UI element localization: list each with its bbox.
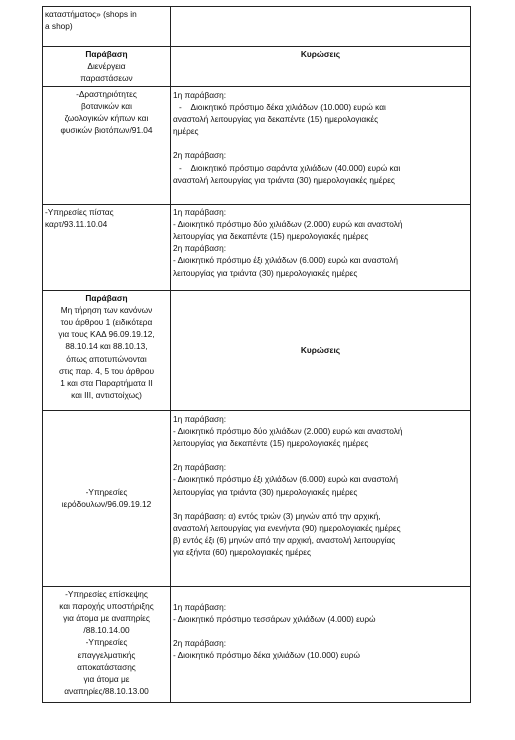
violation-cell (43, 204, 171, 290)
table-row (43, 86, 471, 204)
cell-line: για τους ΚΑΔ 96.09.19.12, (58, 329, 155, 340)
cell-line: ιερόδουλων/96.09.19.12 (61, 499, 152, 510)
cell-line: Διενέργεια (87, 61, 126, 72)
table-header-row (43, 47, 471, 87)
cell-line: 1η παράβαση: (173, 601, 227, 612)
cell-line: για άτομα με αναπηρίες (63, 613, 150, 624)
cell-line: παραστάσεων (80, 73, 133, 84)
violation-cell (43, 586, 171, 702)
penalties-table (42, 6, 471, 703)
penalty-header-cell (171, 290, 471, 410)
cell-line: 2η παράβαση: (173, 243, 227, 254)
cell-spacer (173, 137, 468, 149)
cell-line: καρτ/93.11.10.04 (45, 218, 108, 229)
cell-line: -Δραστηριότητες (76, 88, 137, 99)
table-row (43, 410, 471, 586)
cell-line: αναπηρίες/88.10.13.00 (64, 686, 149, 697)
cell-line: 1η παράβαση: (173, 206, 227, 217)
cell-line: όπως αποτυπώνονται (66, 353, 147, 364)
violation-cell (43, 410, 171, 586)
violation-header-title: Παράβαση (85, 292, 128, 303)
violation-cell (43, 86, 171, 204)
cell-line: 2η παράβαση: (173, 462, 227, 473)
cell-spacer (173, 498, 468, 510)
cell-line: και παροχής υποστήριξης (59, 600, 154, 611)
violation-header-title: Παράβαση (85, 49, 128, 59)
cell-line: a shop) (45, 21, 73, 32)
cell-line: 2η παράβαση: (173, 638, 227, 649)
violation-cell (43, 7, 171, 47)
cell-line: επαγγελματικής (77, 649, 136, 660)
cell-line: 1η παράβαση: (173, 413, 227, 424)
table-row (43, 7, 471, 47)
penalty-cell (171, 410, 471, 586)
cell-line: -Υπηρεσίες (85, 486, 128, 497)
penalty-header-cell (171, 47, 471, 87)
cell-line: αποκατάστασης (77, 661, 136, 672)
table-row (43, 586, 471, 702)
penalty-cell (171, 86, 471, 204)
cell-line: - Διοικητικό πρόστιμο δέκα χιλιάδων (10.000) ευρώ και (179, 101, 386, 112)
penalty-header-title: Κυρώσεις (300, 49, 341, 59)
violation-header-cell (43, 290, 171, 410)
penalty-cell (171, 204, 471, 290)
cell-spacer (173, 625, 468, 637)
cell-line: λειτουργίας για τριάντα (30) ημερολογιακές ημέρες (173, 267, 358, 278)
cell-line: 2η παράβαση: (173, 150, 227, 161)
penalty-cell (171, 586, 471, 702)
cell-line: -Υπηρεσίες πίστας (45, 206, 114, 217)
cell-line: λειτουργίας για δεκαπέντε (15) ημερολογιακές ημέρες (173, 231, 369, 242)
cell-line: φυσικών βιοτόπων/91.04 (60, 125, 153, 136)
cell-line: αναστολή λειτουργίας για τριάντα (30) ημερολογιακές ημέρες (173, 174, 395, 185)
penalty-header-title: Κυρώσεις (300, 345, 341, 355)
cell-line: ημέρες (173, 126, 199, 137)
cell-line: β) εντός έξι (6) μηνών από την αρχική, αναστολή λειτουργίας (173, 535, 396, 546)
cell-line: του άρθρου 1 (ειδικότερα (60, 317, 153, 328)
cell-line: - Διοικητικό πρόστιμο δέκα χιλιάδων (10.000) ευρώ (173, 650, 360, 661)
cell-line: - Διοικητικό πρόστιμο δύο χιλιάδων (2.000) ευρώ και αναστολή (173, 425, 403, 436)
violation-header-cell (43, 47, 171, 87)
cell-line: για άτομα με (83, 674, 130, 685)
cell-line: -Υπηρεσίες (85, 637, 128, 648)
penalty-cell (171, 7, 471, 47)
cell-line: για εξήντα (60) ημερολογιακές ημέρες (173, 547, 311, 558)
cell-line: στις παρ. 4, 5 του άρθρου (58, 365, 155, 376)
cell-line: - Διοικητικό πρόστιμο δύο χιλιάδων (2.000) ευρώ και αναστολή (173, 218, 403, 229)
table-row (43, 204, 471, 290)
cell-line: - Διοικητικό πρόστιμο σαράντα χιλιάδων (40.000) ευρώ και (179, 162, 401, 173)
cell-line: 1 και στα Παραρτήματα II (60, 378, 153, 389)
cell-line: - Διοικητικό πρόστιμο έξι χιλιάδων (6.000) ευρώ και αναστολή (173, 474, 398, 485)
cell-line: 88.10.14 και 88.10.13, (65, 341, 148, 352)
cell-spacer (173, 449, 468, 461)
cell-line: -Υπηρεσίες επίσκεψης (65, 588, 148, 599)
cell-line: 3η παράβαση: α) εντός τριών (3) μηνών από την αρχική, (173, 510, 381, 521)
cell-line: λειτουργίας για τριάντα (30) ημερολογιακές ημέρες (173, 486, 358, 497)
cell-line: Μη τήρηση των κανόνων (60, 304, 153, 315)
cell-line: - Διοικητικό πρόστιμο τεσσάρων χιλιάδων (4.000) ευρώ (173, 613, 376, 624)
cell-line: λειτουργίας για δεκαπέντε (15) ημερολογιακές ημέρες (173, 438, 369, 449)
cell-line: - Διοικητικό πρόστιμο έξι χιλιάδων (6.000) ευρώ και αναστολή (173, 255, 398, 266)
cell-line: αναστολή λειτουργίας για δεκαπέντε (15) ημερολογιακές (173, 114, 379, 125)
cell-line: βοτανικών και (81, 100, 132, 111)
cell-line: /88.10.14.00 (83, 625, 130, 636)
cell-line: καταστήματος» (shops in (45, 9, 137, 19)
cell-line: και III, αντιστοίχως) (71, 390, 142, 401)
cell-line: ζωολογικών κήπων και (64, 113, 149, 124)
table-header-row (43, 290, 471, 410)
cell-line: αναστολή λειτουργίας για ενενήντα (90) ημερολογιακές ημέρες (173, 523, 401, 534)
cell-line: 1η παράβαση: (173, 89, 227, 100)
